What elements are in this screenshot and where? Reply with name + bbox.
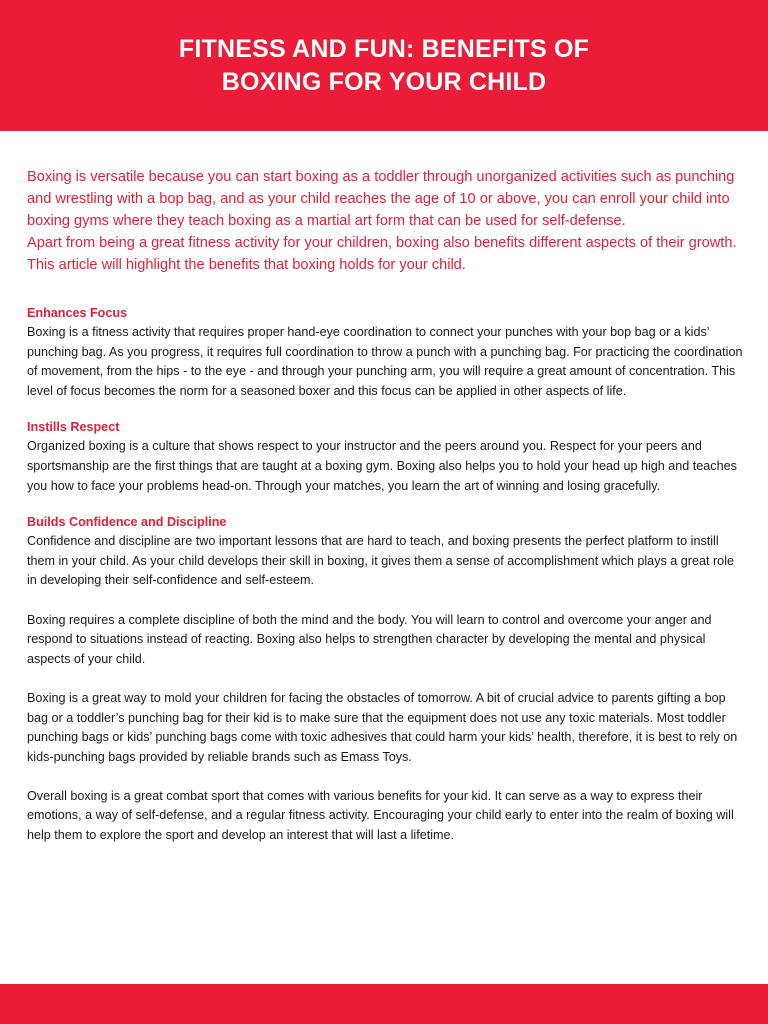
page-title-line-1: FITNESS AND FUN: BENEFITS OF: [178, 34, 590, 63]
section-paragraph: Boxing requires a complete discipline of both the mind and the body. You will learn to control and overcome your anger and respond to situations instead of reacting. Boxing also helps to strengthen character by developing the mental and physical aspects of your child.: [27, 612, 712, 666]
section-paragraph: Boxing is a great way to mold your children for facing the obstacles of tomorrow. A bit of crucial advice to parents gifting a bop bag or a toddler’s punching bag for their kid is to make sure that the equipment does not use any toxic materials. Most toddler punching bags or kids’ punching bags come with toxic adhesives that could harm your kids’ health, therefore, it is best to rely on kids-punching bags provided by reliable brands such as Emass Toys.: [27, 690, 738, 764]
page-footer-bar: [0, 984, 768, 1024]
section-paragraph: Overall boxing is a great combat sport that comes with various benefits for your kid. It can serve as a way to express their emotions, a way of self-defense, and a regular fitness activity. Encouraging your child early to enter into the realm of boxing will help them to explore the sport and develop an interest that will last a lifetime.: [27, 788, 734, 843]
section-heading: Instills Respect: [27, 420, 120, 435]
section-heading: Enhances Focus: [27, 306, 128, 320]
section-instills-respect: [27, 418, 745, 496]
section-paragraph: Organized boxing is a culture that shows respect to your instructor and the peers around you. Respect for your peers and sportsmanship are the first things that are taught at a boxing gym. Boxing also helps you to hold your head up high and teaches you how to face your problems head-on. Through your matches, you learn the art of winning and losing gracefully.: [27, 439, 737, 493]
section-heading: Builds Confidence and Discipline: [27, 515, 227, 530]
section-paragraph: Boxing is a fitness activity that requires proper hand-eye coordination to connect your punches with your bop bag or a kids’ punching bag. As you progress, it requires full coordination to throw a punch with a punching bag. For practicing the coordination of movement, from the hips - to the eye - and through your punching arm, you will require a great amount of concentration. This level of focus becomes the norm for a seasoned boxer and this focus can be applied in other aspects of life.: [27, 325, 743, 398]
intro: [27, 166, 745, 276]
article-body: [27, 166, 745, 846]
intro-paragraph-2: Apart from being a great fitness activity for your children, boxing also benefits different aspects of their growth. This article will highlight the benefits that boxing holds for your child.: [27, 235, 737, 273]
page-title: [179, 33, 589, 99]
page-header: [0, 0, 768, 131]
intro-paragraph-1: Boxing is versatile because you can start boxing as a toddler through unorganized activities such as punching and wrestling with a bop bag, and as your child reaches the age of 10 or above, you can enroll your child into boxing gyms where they teach boxing as a martial art form that can be used for self-defense.: [27, 169, 735, 229]
section-builds-confidence: [27, 513, 745, 846]
section-paragraph: Confidence and discipline are two important lessons that are hard to teach, and boxing presents the perfect platform to instill them in your child. As your child develops their skill in boxing, it gives them a sense of accomplishment which plays a great role in developing their self-confidence and self-esteem.: [27, 534, 734, 588]
section-enhances-focus: [27, 304, 745, 401]
page-title-line-2: BOXING FOR YOUR CHILD: [221, 67, 547, 96]
